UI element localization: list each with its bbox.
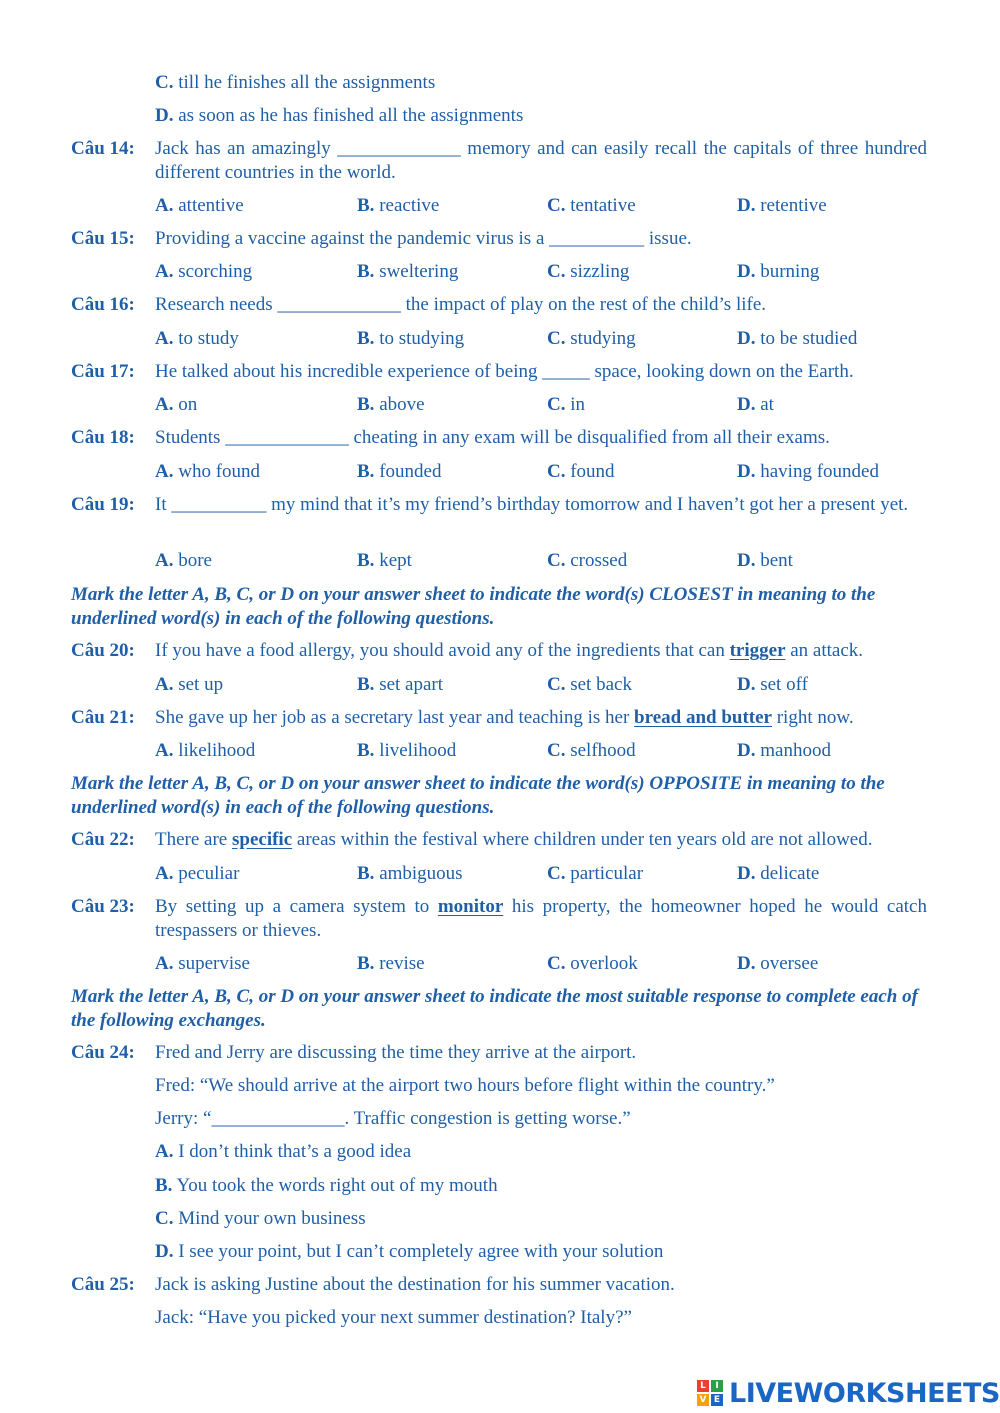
logo-letter: I (711, 1380, 723, 1392)
option-c[interactable]: C. particular (547, 863, 644, 884)
option-d[interactable]: D. delicate (737, 863, 820, 884)
option-c[interactable]: C. in (547, 394, 586, 415)
dialogue-line: Fred: “We should arrive at the airport two hours before flight within the country.” (155, 1075, 775, 1096)
question-text: She gave up her job as a secretary last year and teaching is her bread and butter right now. (155, 707, 854, 728)
option-d[interactable]: D. burning (737, 261, 820, 282)
question-number: Câu 15: (71, 228, 135, 249)
option-d[interactable]: D. to be studied (737, 328, 858, 349)
option-c[interactable]: C. found (547, 461, 615, 482)
question-number: Câu 16: (71, 294, 135, 315)
option-b[interactable]: B. to studying (357, 328, 465, 349)
question-text: Fred and Jerry are discussing the time they arrive at the airport. (155, 1042, 637, 1063)
underlined-word: trigger (729, 640, 786, 661)
option-a[interactable]: A. peculiar (155, 863, 240, 884)
option-a[interactable]: A. attentive (155, 195, 244, 216)
option-b[interactable]: B. above (357, 394, 425, 415)
underlined-word: specific (232, 829, 293, 850)
question-text: By setting up a camera system to monitor his property, the homeowner hoped he would catch trespassers or thieves. (155, 896, 927, 941)
option-d[interactable]: D. set off (737, 674, 808, 695)
question-number: Câu 19: (71, 494, 135, 515)
liveworksheets-logo (697, 1378, 1000, 1408)
logo-mark-icon (697, 1380, 723, 1406)
question-text: Jack has an amazingly _____________ memory and can easily recall the capitals of three hundred different countries in the world. (155, 138, 927, 183)
option-b[interactable]: B. revise (357, 953, 425, 974)
option-c[interactable]: C. selfhood (547, 740, 636, 761)
question-text: Jack is asking Justine about the destination for his summer vacation. (155, 1274, 675, 1295)
question-number: Câu 17: (71, 361, 135, 382)
question-text: Students _____________ cheating in any exam will be disqualified from all their exams. (155, 427, 830, 448)
option-a[interactable]: A. I don’t think that’s a good idea (155, 1141, 412, 1162)
option-d[interactable]: D. I see your point, but I can’t completely agree with your solution (155, 1241, 664, 1262)
option-b[interactable]: B. kept (357, 550, 412, 571)
option-c-q13: C. till he finishes all the assignments (155, 72, 436, 93)
option-d[interactable]: D. manhood (737, 740, 831, 761)
option-b[interactable]: B. You took the words right out of my mouth (155, 1175, 498, 1196)
option-a[interactable]: A. likelihood (155, 740, 256, 761)
question-number: Câu 23: (71, 896, 135, 917)
option-c[interactable]: C. studying (547, 328, 636, 349)
underlined-word: monitor (437, 896, 504, 917)
option-a[interactable]: A. supervise (155, 953, 250, 974)
logo-letter: V (697, 1394, 709, 1406)
option-c[interactable]: C. sizzling (547, 261, 630, 282)
option-a[interactable]: A. scorching (155, 261, 253, 282)
question-text: If you have a food allergy, you should avoid any of the ingredients that can trigger an attack. (155, 640, 864, 661)
option-d-q13: D. as soon as he has finished all the assignments (155, 105, 524, 126)
question-text: There are specific areas within the festival where children under ten years old are not allowed. (155, 829, 873, 850)
option-b[interactable]: B. sweltering (357, 261, 459, 282)
logo-letter: L (697, 1380, 709, 1392)
option-c[interactable]: C. Mind your own business (155, 1208, 366, 1229)
question-number: Câu 25: (71, 1274, 135, 1295)
option-a[interactable]: A. set up (155, 674, 224, 695)
option-c[interactable]: C. crossed (547, 550, 628, 571)
option-a[interactable]: A. who found (155, 461, 261, 482)
question-number: Câu 21: (71, 707, 135, 728)
option-a[interactable]: A. to study (155, 328, 239, 349)
question-number: Câu 20: (71, 640, 135, 661)
question-text: Research needs _____________ the impact of play on the rest of the child’s life. (155, 294, 767, 315)
question-number: Câu 22: (71, 829, 135, 850)
question-text: It __________ my mind that it’s my friend’s birthday tomorrow and I haven’t got her a present yet. (155, 494, 909, 515)
question-number: Câu 18: (71, 427, 135, 448)
logo-wordmark: LIVEWORKSHEETS (729, 1377, 1000, 1409)
question-number: Câu 14: (71, 138, 135, 159)
question-number: Câu 24: (71, 1042, 135, 1063)
option-d[interactable]: D. oversee (737, 953, 819, 974)
question-text: He talked about his incredible experience of being _____ space, looking down on the Earth. (155, 361, 854, 382)
question-text: Providing a vaccine against the pandemic virus is a __________ issue. (155, 228, 692, 249)
option-d[interactable]: D. having founded (737, 461, 879, 482)
option-d[interactable]: D. retentive (737, 195, 827, 216)
option-b[interactable]: B. reactive (357, 195, 440, 216)
option-c[interactable]: C. overlook (547, 953, 638, 974)
dialogue-line: Jerry: “______________. Traffic congestion is getting worse.” (155, 1108, 631, 1129)
option-a[interactable]: A. bore (155, 550, 212, 571)
option-b[interactable]: B. livelihood (357, 740, 457, 761)
underlined-word: bread and butter (634, 707, 772, 728)
instruction-closest: Mark the letter A, B, C, or D on your answer sheet to indicate the word(s) CLOSEST in meaning to the underlined word(s) in each of the following questions. (71, 584, 876, 629)
logo-letter: E (711, 1394, 723, 1406)
option-d[interactable]: D. at (737, 394, 774, 415)
dialogue-line: Jack: “Have you picked your next summer destination? Italy?” (155, 1307, 632, 1328)
option-a[interactable]: A. on (155, 394, 198, 415)
instruction-opposite: Mark the letter A, B, C, or D on your answer sheet to indicate the word(s) OPPOSITE in meaning to the underlined word(s) in each of the following questions. (71, 773, 885, 818)
option-b[interactable]: B. set apart (357, 674, 444, 695)
instruction-response: Mark the letter A, B, C, or D on your answer sheet to indicate the most suitable response to complete each of the following exchanges. (71, 986, 918, 1031)
option-c[interactable]: C. tentative (547, 195, 636, 216)
option-c[interactable]: C. set back (547, 674, 632, 695)
option-b[interactable]: B. founded (357, 461, 442, 482)
option-b[interactable]: B. ambiguous (357, 863, 463, 884)
option-d[interactable]: D. bent (737, 550, 793, 571)
